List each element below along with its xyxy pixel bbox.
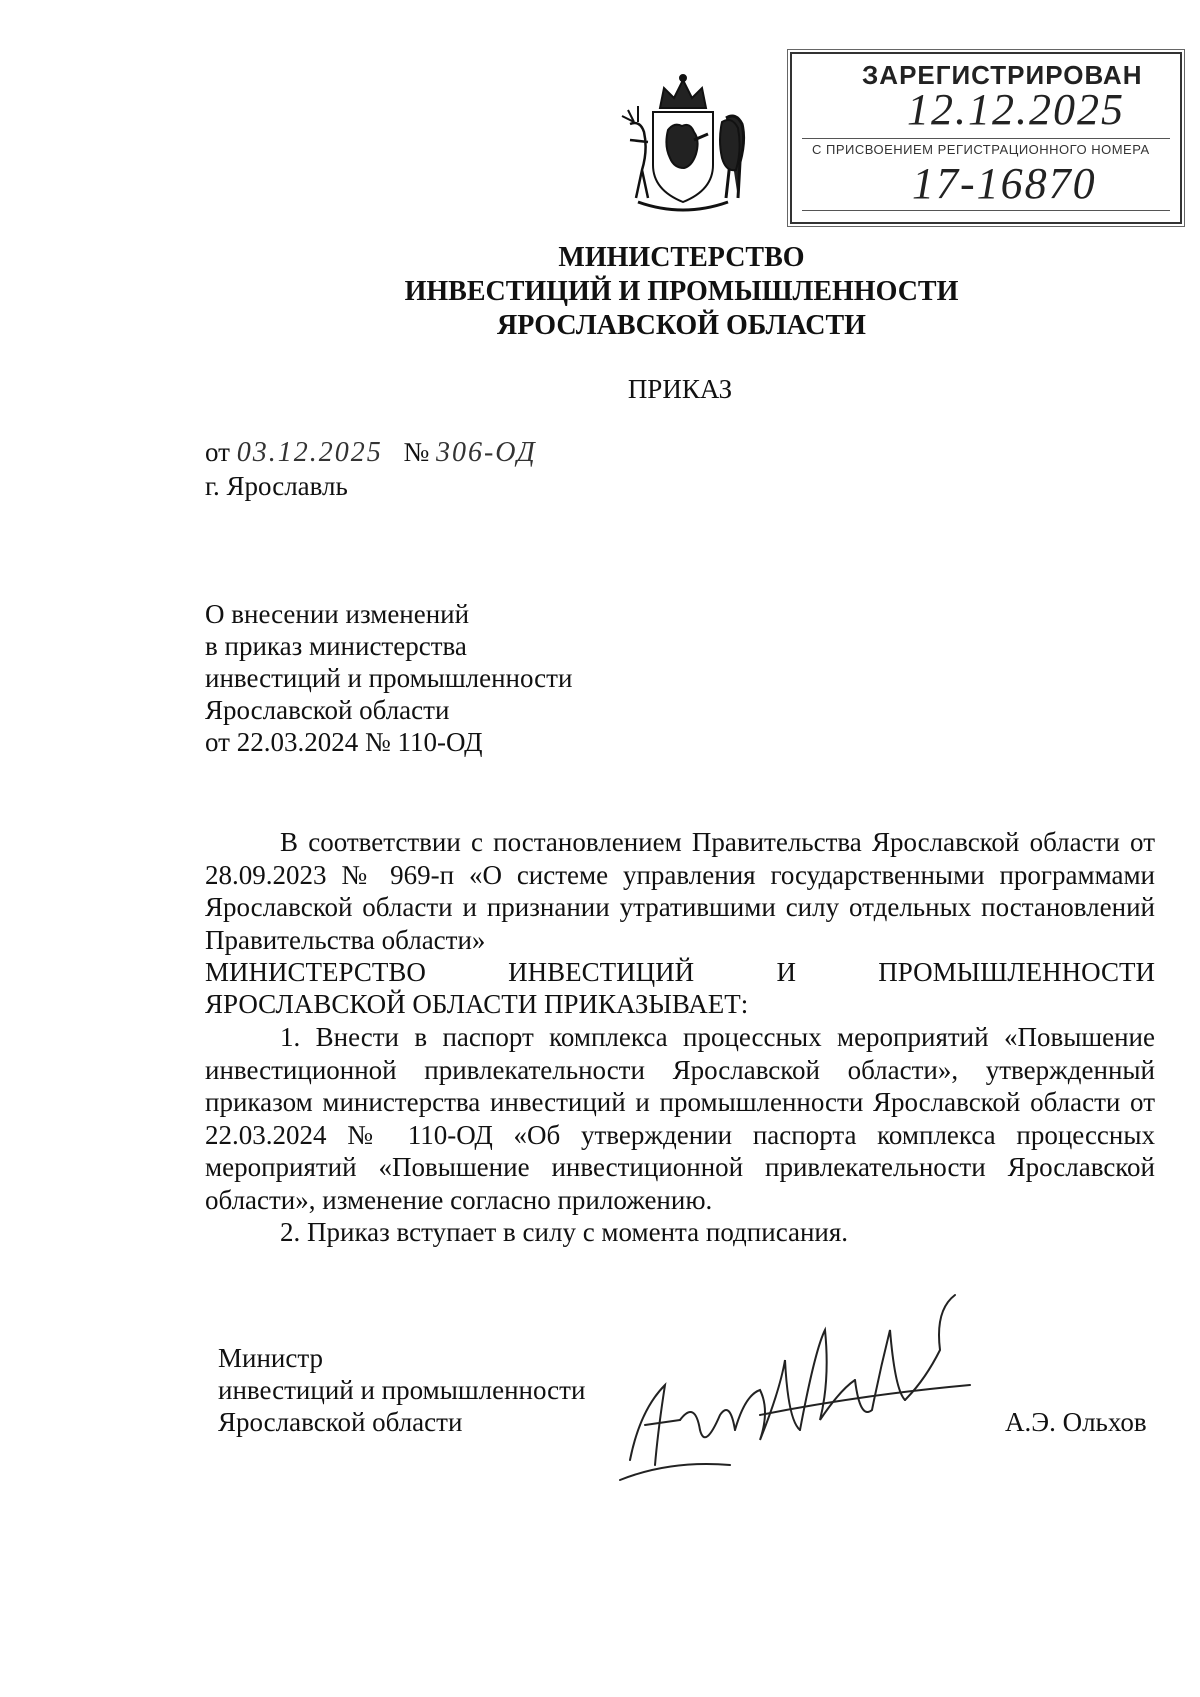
signoff-line1: Министр [218,1343,323,1373]
subject-line3: инвестиций и промышленности [205,663,573,693]
city: г. Ярославль [205,471,348,501]
ministry-heading-line3: ЯРОСЛАВСКОЙ ОБЛАСТИ [497,310,866,341]
stamp-date: 12.12.2025 [907,85,1125,134]
date-prefix: от [205,437,230,467]
ministry-heading-line2: ИНВЕСТИЦИЙ И ПРОМЫШЛЕННОСТИ [404,276,959,307]
subject-line4: Ярославской области [205,695,450,725]
handwritten-signature [610,1290,990,1490]
stamp-title: ЗАРЕГИСТРИРОВАН [862,60,1143,90]
document-type: ПРИКАЗ [627,374,733,404]
subject-line2: в приказ министерства [205,631,467,661]
stamp-divider [802,210,1170,211]
order-line1: МИНИСТЕРСТВО ИНВЕСТИЦИЙ И ПРОМЫШЛЕННОСТИ [205,957,1155,987]
order-date: 03.12.2025 [236,437,383,468]
subject-line5: от 22.03.2024 № 110-ОД [205,727,483,757]
stamp-number: 17-16870 [912,159,1097,208]
item-2-paragraph: 2. Приказ вступает в силу с момента подписания. [280,1217,849,1247]
signoff-line3: Ярославской области [218,1407,463,1437]
order-number: 306-ОД [435,437,537,468]
order-date-line [205,436,537,469]
number-prefix: № [403,437,430,467]
ministry-heading-line1: МИНИСТЕРСТВО [558,242,805,273]
stamp-subtitle: С ПРИСВОЕНИЕМ РЕГИСТРАЦИОННОГО НОМЕРА [812,142,1150,157]
coat-of-arms-icon [608,70,758,220]
subject-line1: О внесении изменений [205,599,470,629]
signatory-name: А.Э. Ольхов [1005,1407,1147,1437]
preamble-paragraph: В соответствии с постановлением Правительства Ярославской области от 28.09.2023 № 969-п «О системе управления государственными программами Ярославской области и признании утратившими силу отдельных постановлений Правительства области» [205,827,1155,955]
stamp-divider [802,138,1170,139]
registration-stamp [790,52,1182,224]
order-line2: ЯРОСЛАВСКОЙ ОБЛАСТИ ПРИКАЗЫВАЕТ: [205,989,749,1019]
signoff-line2: инвестиций и промышленности [218,1375,586,1405]
item-1-paragraph: 1. Внести в паспорт комплекса процессных мероприятий «Повышение инвестиционной привлекательности Ярославской области», утвержденный приказом министерства инвестиций и промышленности Ярославской области от 22.03.2024 № 110-ОД «Об утверждении паспорта комплекса процессных мероприятий «Повышение инвестиционной привлекательности Ярославской области», изменение согласно приложению. [205,1022,1155,1215]
